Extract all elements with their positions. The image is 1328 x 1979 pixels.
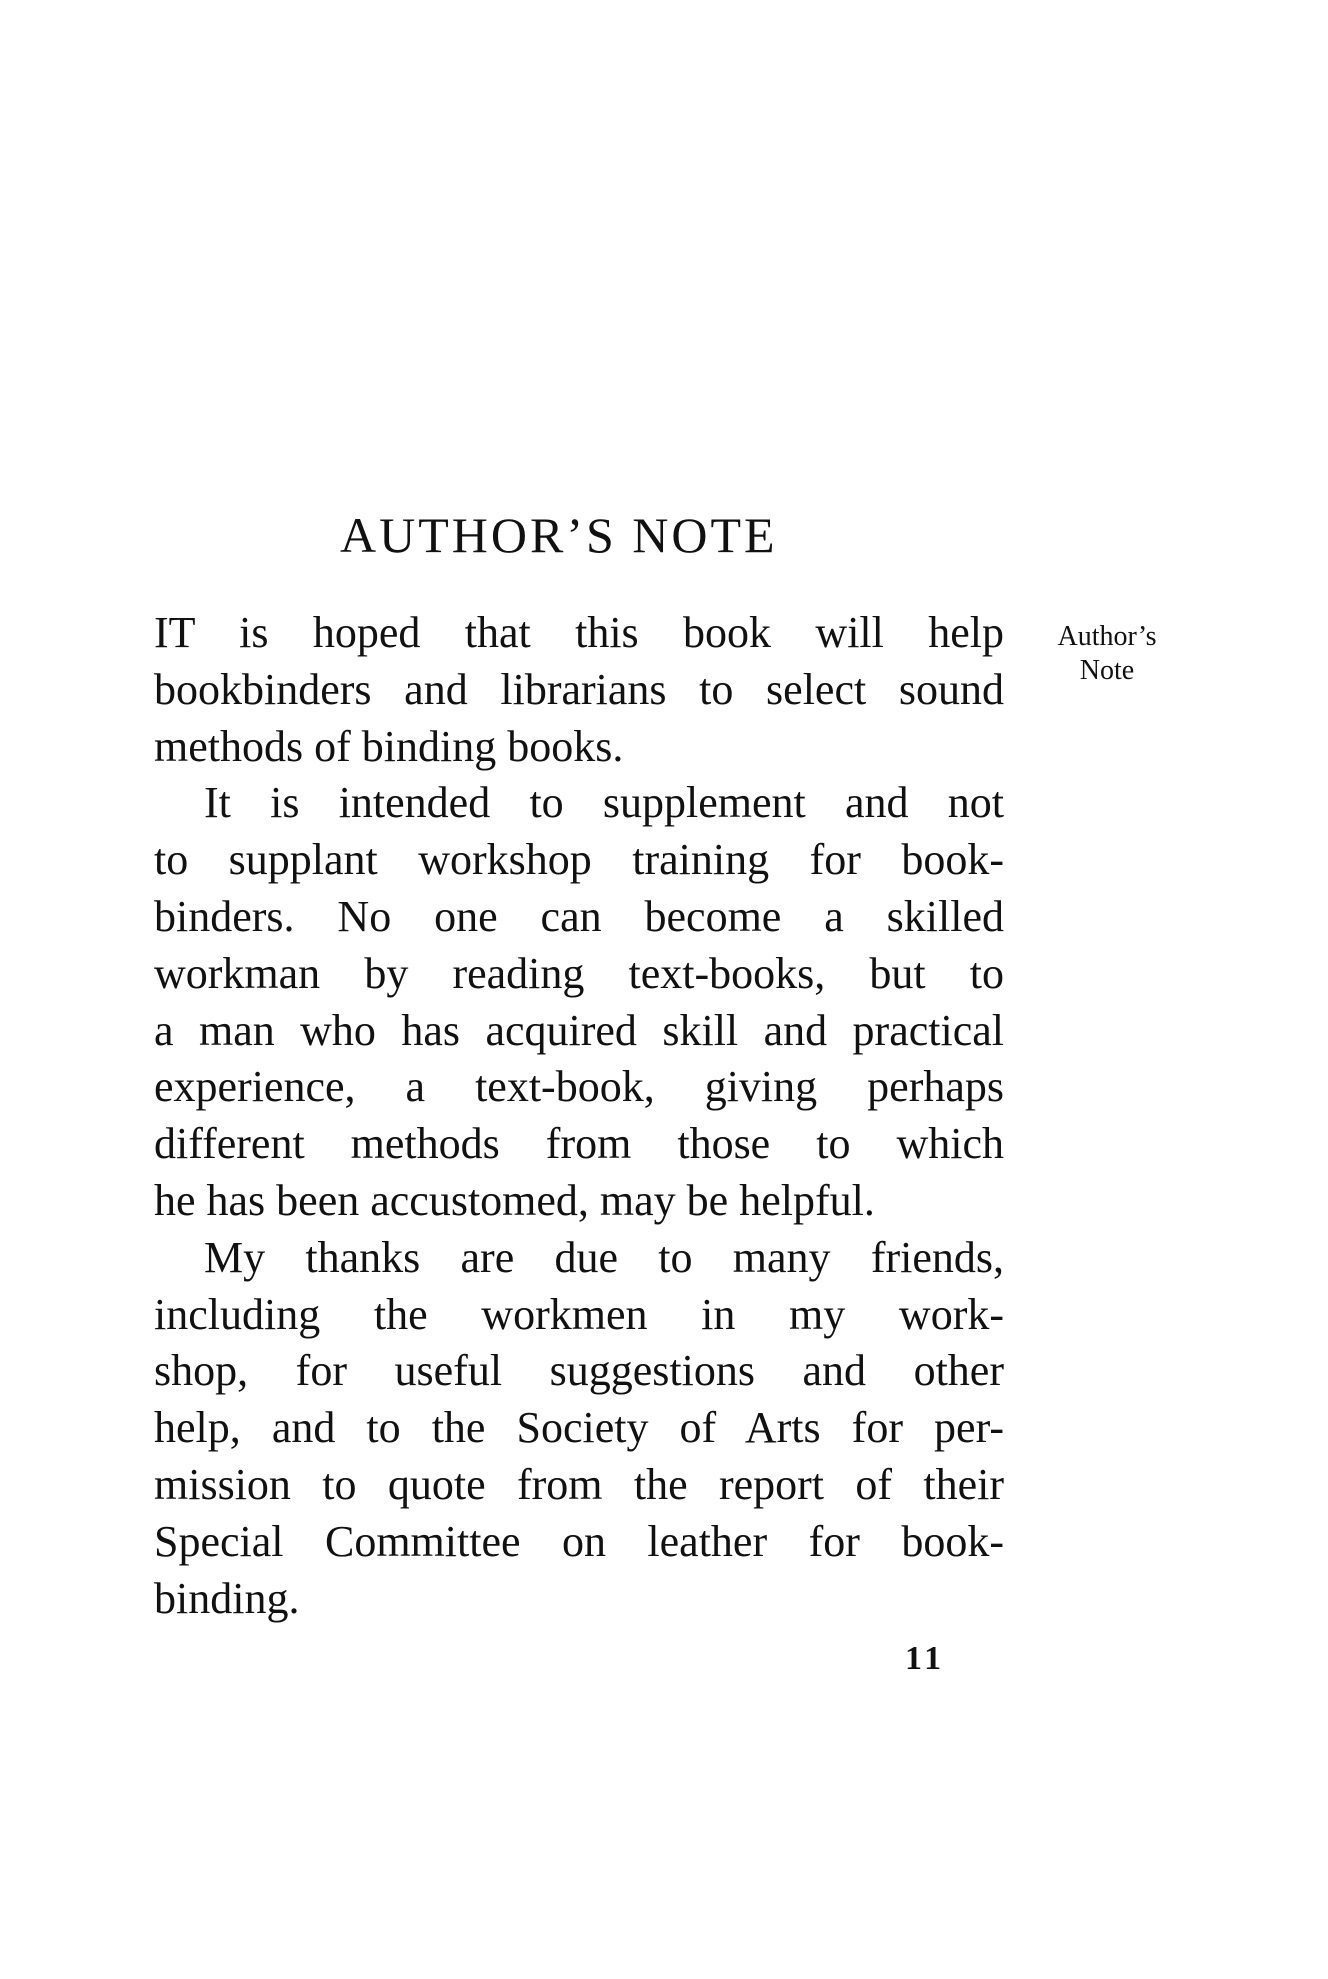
margin-note-line: Author’s: [1057, 621, 1157, 652]
text-line: It is intended to supplement and not: [204, 778, 1004, 828]
text-line: bookbinders and librarians to select sound: [154, 664, 1004, 714]
text-line: methods of binding books.: [154, 721, 624, 771]
text-line: Special Committee on leather for book-: [154, 1516, 1004, 1566]
page-number: 11: [905, 1640, 946, 1677]
text-line: experience, a text-book, giving perhaps: [154, 1062, 1004, 1112]
paragraph: [154, 605, 1004, 775]
text-line: including the workmen in my work-: [154, 1289, 1004, 1339]
page-heading: AUTHOR’S NOTE: [340, 507, 778, 563]
text-line: mission to quote from the report of their: [154, 1459, 1004, 1509]
text-line: different methods from those to which: [154, 1119, 1004, 1169]
text-line: help, and to the Society of Arts for per-: [154, 1403, 1004, 1453]
body-text: [154, 605, 1004, 1627]
text-line: IT is hoped that this book will help: [154, 608, 1004, 657]
text-line: to supplant workshop training for book-: [154, 835, 1004, 885]
text-line: My thanks are due to many friends,: [204, 1232, 1004, 1282]
paragraph: [154, 1230, 1004, 1628]
text-line: binders. No one can become a skilled: [154, 891, 1004, 941]
margin-note: [1032, 620, 1182, 688]
text-line: binding.: [154, 1573, 300, 1623]
text-line: workman by reading text-books, but to: [154, 948, 1004, 998]
text-line: he has been accustomed, may be helpful.: [154, 1175, 875, 1225]
margin-note-line: Note: [1079, 655, 1135, 686]
paragraph: [154, 775, 1004, 1229]
text-line: shop, for useful suggestions and other: [154, 1346, 1004, 1396]
text-line: a man who has acquired skill and practical: [154, 1005, 1004, 1055]
